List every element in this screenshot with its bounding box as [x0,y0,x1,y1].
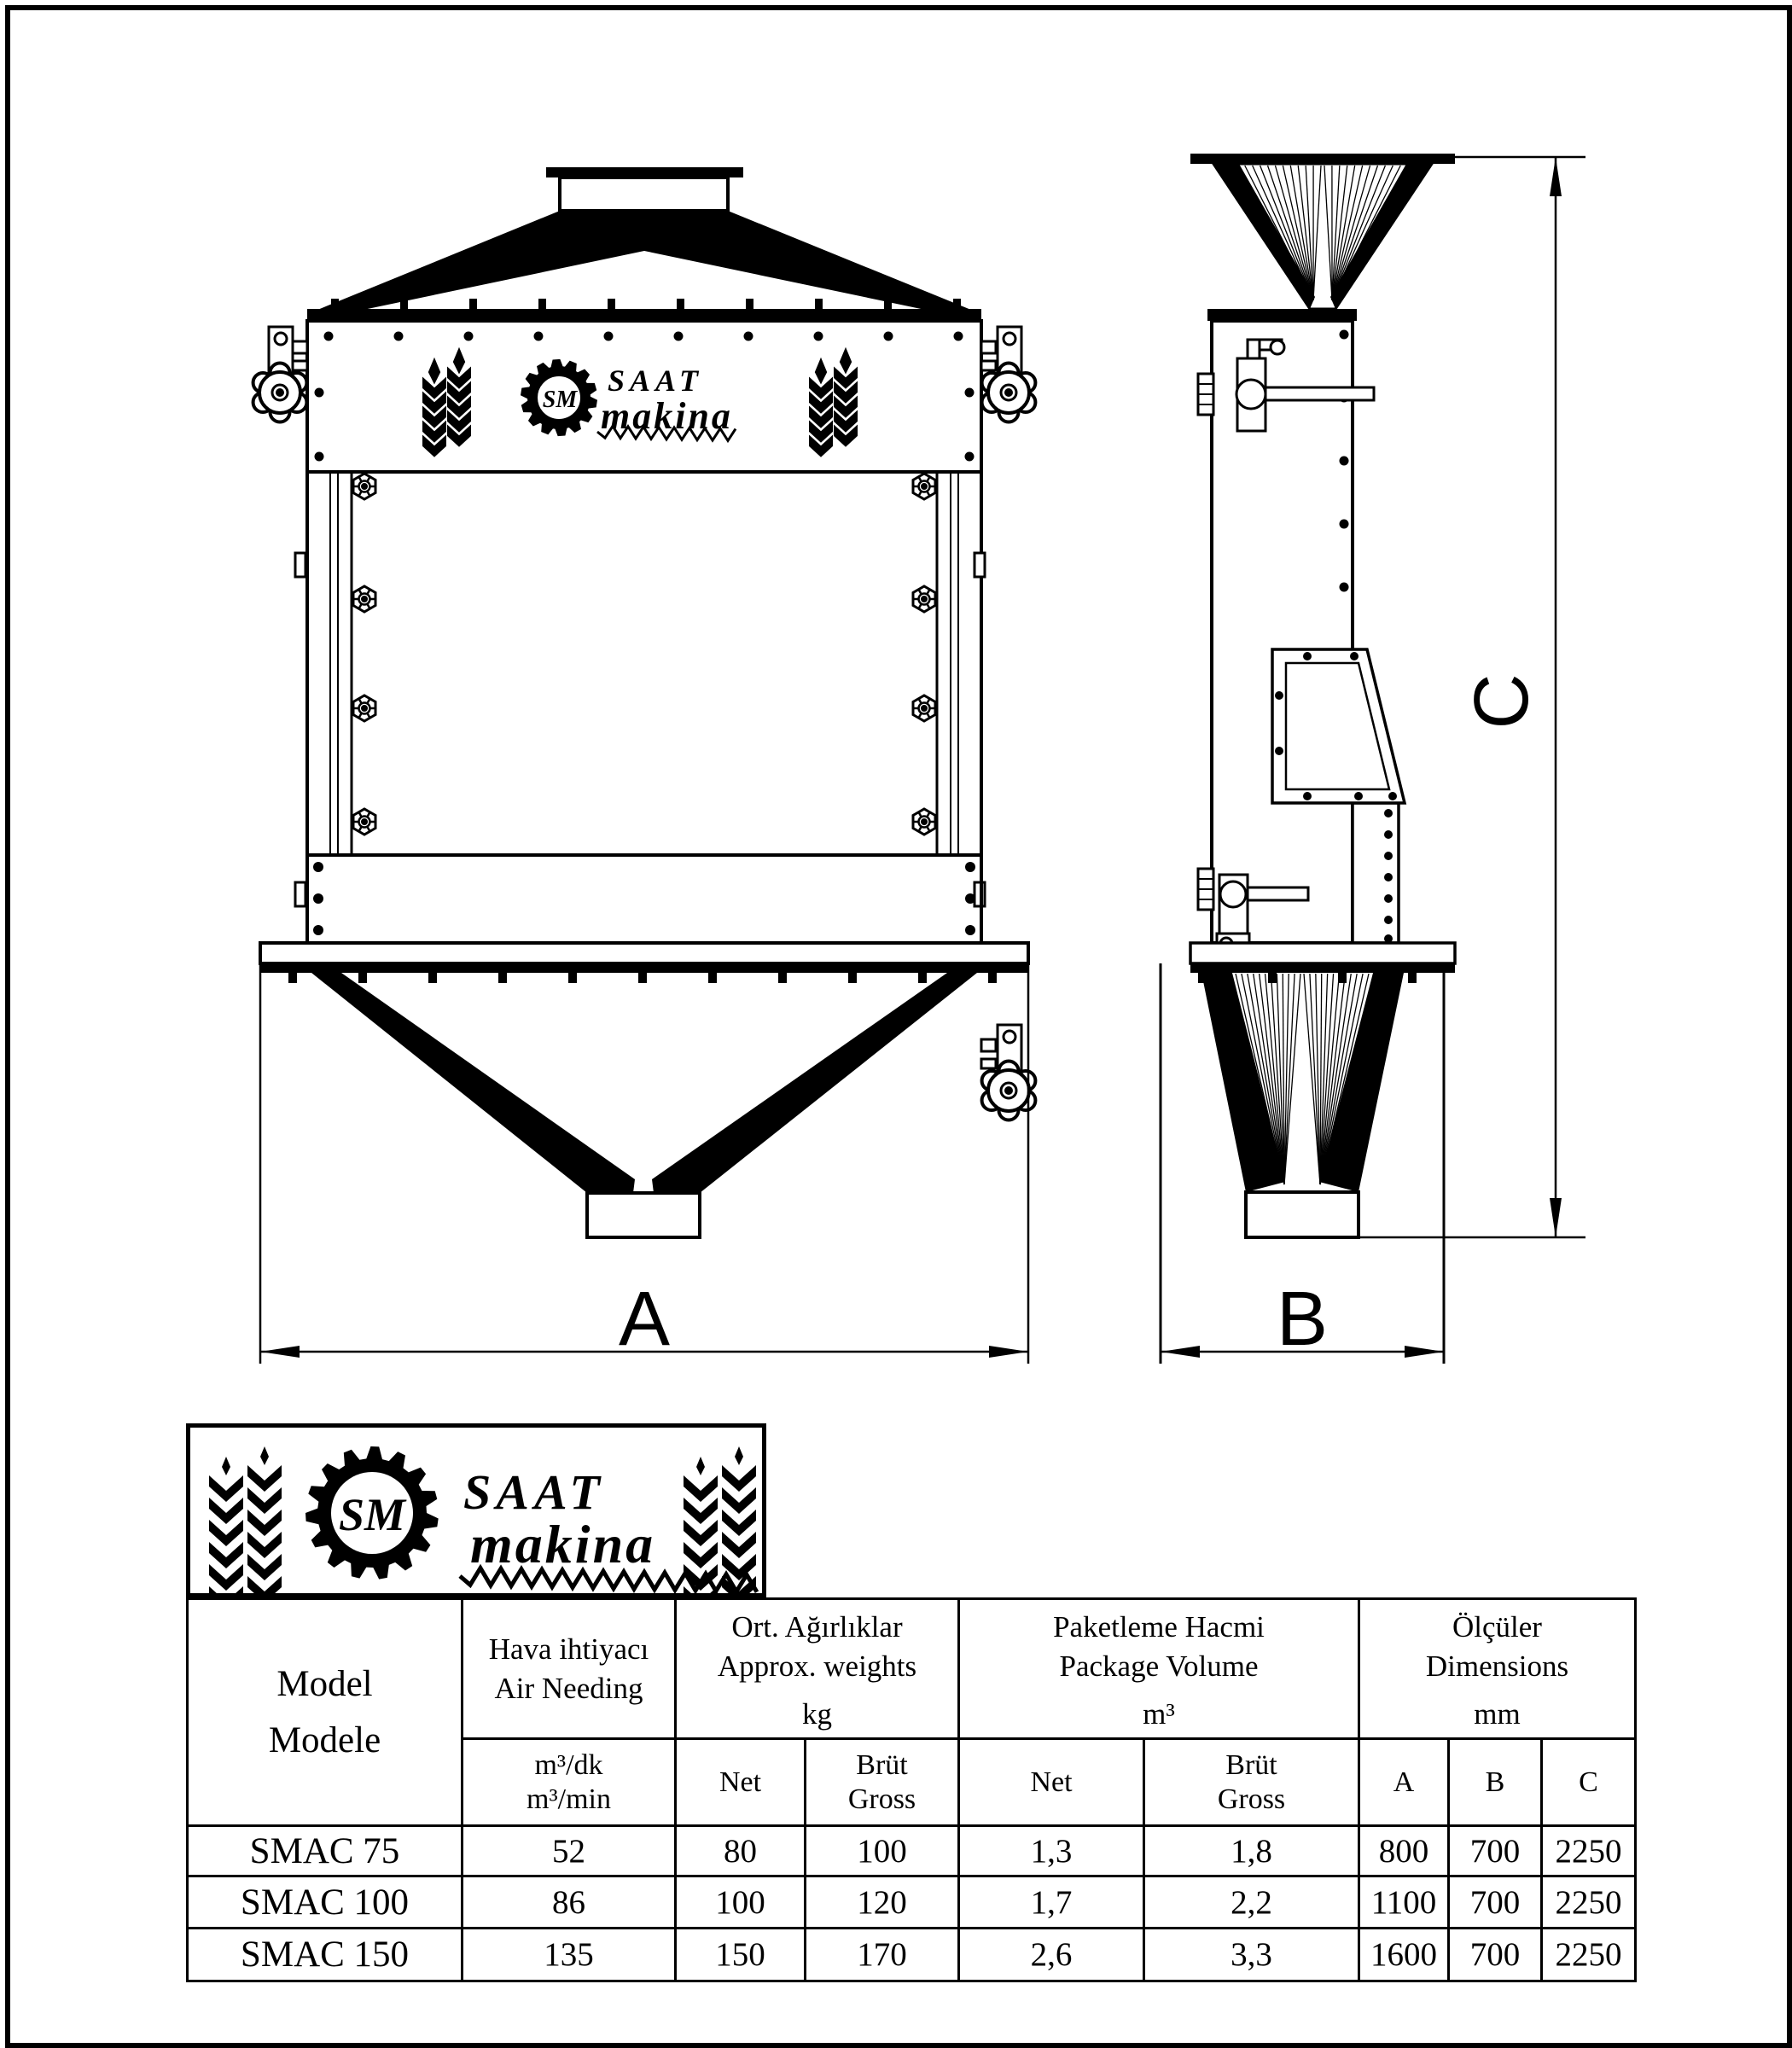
subheader-gross-kg [806,1739,959,1826]
side-flange [1190,943,1455,963]
front-lower-band [307,855,981,943]
front-hopper-left-wall [311,973,635,1193]
table-row [188,1876,1636,1929]
front-hood-right [644,211,981,314]
gross-m3-value: 2,2 [1144,1876,1359,1929]
subheader-air-unit [463,1739,676,1826]
arrow-right-icon [1405,1346,1444,1358]
clamp-knob-right-top [981,327,1035,422]
wheat-sheaf-icon [209,1446,282,1593]
spec-table [186,1597,1637,1982]
header-dims-en: Dimensions [1425,1649,1569,1683]
header-model [188,1599,463,1826]
dim-b-value: 700 [1449,1826,1542,1876]
side-top-bar [1207,309,1357,321]
side-outlet [1246,1192,1359,1237]
model-name: SMAC 150 [188,1929,463,1981]
air-value: 135 [463,1929,676,1981]
header-model-line2: Modele [268,1719,381,1760]
front-hood-left [307,211,644,314]
dimension-label-C: C [1459,673,1545,730]
gross-kg-value: 120 [806,1876,959,1929]
front-inlet-spout [560,177,728,211]
front-top-bar [307,309,981,321]
brand-logo-box [186,1423,766,1597]
subheader-dim-a: A [1359,1739,1449,1826]
header-dims-unit: mm [1474,1696,1521,1731]
header-volume [959,1599,1359,1739]
net-kg-value: 80 [676,1826,806,1876]
header-air-en: Air Needing [494,1671,643,1705]
net-m3-value: 1,7 [959,1876,1144,1929]
header-model-line1: Model [276,1663,373,1704]
wheat-sheaf-icon [684,1446,756,1593]
header-weights-unit: kg [802,1696,832,1731]
net-m3-value: 1,3 [959,1826,1144,1876]
window-star-bolts [353,474,935,835]
front-outlet [587,1193,700,1237]
gross-line2: Gross [1217,1783,1286,1815]
arrow-right-icon [989,1346,1028,1358]
dimension-label-A: A [618,1277,671,1362]
side-view [1161,154,1585,1364]
dim-a-value: 1600 [1359,1929,1449,1981]
brand-line1: SAAT [608,364,704,398]
table-row [188,1929,1636,1981]
logo-monogram: SM [542,387,578,413]
air-value: 86 [463,1876,676,1929]
table-row [188,1826,1636,1876]
model-name: SMAC 100 [188,1876,463,1929]
arrow-left-icon [1161,1346,1200,1358]
gross-m3-value: 3,3 [1144,1929,1359,1981]
subheader-net-kg: Net [676,1739,806,1826]
gross-kg-value: 100 [806,1826,959,1876]
arrow-left-icon [260,1346,300,1358]
header-volume-en: Package Volume [1059,1649,1259,1683]
subheader-gross-m3 [1144,1739,1359,1826]
header-volume-unit: m³ [1143,1696,1175,1731]
dim-b-value: 700 [1449,1876,1542,1929]
gross-line2: Gross [847,1783,916,1815]
side-body-column [1212,321,1353,943]
brand-line1: SAAT [463,1464,605,1520]
gross-kg-value: 170 [806,1929,959,1981]
lower-band-bolts [313,862,975,935]
flange-bolt-tabs [288,973,997,983]
header-volume-tr: Paketleme Hacmi [1053,1609,1265,1644]
header-dims [1359,1599,1636,1739]
brand-line2: makina [470,1514,656,1574]
net-m3-value: 2,6 [959,1929,1144,1981]
net-kg-value: 150 [676,1929,806,1981]
header-weights [676,1599,959,1739]
air-sub1: m³/dk [534,1748,603,1781]
header-weights-en: Approx. weights [717,1649,917,1683]
front-top-bolt-ticks [331,299,961,309]
dim-b-value: 700 [1449,1929,1542,1981]
dim-c-value: 2250 [1542,1929,1636,1981]
front-view [253,167,1036,1364]
dim-c-value: 2250 [1542,1826,1636,1876]
clamp-knob-left-top [253,327,307,422]
arrow-up-icon [1550,157,1562,196]
clamp-handle-rod [1248,887,1308,900]
gross-line1: Brüt [856,1748,908,1781]
gross-m3-value: 1,8 [1144,1826,1359,1876]
dimension-label-B: B [1276,1277,1329,1362]
dim-a-value: 1100 [1359,1876,1449,1929]
side-outlet-flange-plate [1272,649,1405,803]
header-air [463,1599,676,1739]
arrow-down-icon [1550,1198,1562,1237]
brand-line2: makina [601,395,733,437]
header-dims-tr: Ölçüler [1452,1609,1542,1644]
header-air-tr: Hava ihtiyacı [488,1632,649,1666]
logo-monogram: SM [338,1489,406,1540]
front-hopper-right-wall [652,973,977,1193]
clamp-handle-rod [1265,387,1374,400]
header-weights-tr: Ort. Ağırlıklar [731,1609,903,1644]
gross-line1: Brüt [1225,1748,1277,1781]
dim-c-value: 2250 [1542,1876,1636,1929]
subheader-dim-b: B [1449,1739,1542,1826]
air-sub2: m³/min [527,1783,611,1815]
dim-a-value: 800 [1359,1826,1449,1876]
hinge-clip [975,553,985,577]
side-top-flange [1190,154,1455,164]
model-name: SMAC 75 [188,1826,463,1876]
net-kg-value: 100 [676,1876,806,1929]
subheader-net-m3: Net [959,1739,1144,1826]
hinge-clip [295,882,305,906]
hinge-clip [295,553,305,577]
front-flange [260,943,1028,963]
subheader-dim-c: C [1542,1739,1636,1826]
air-value: 52 [463,1826,676,1876]
